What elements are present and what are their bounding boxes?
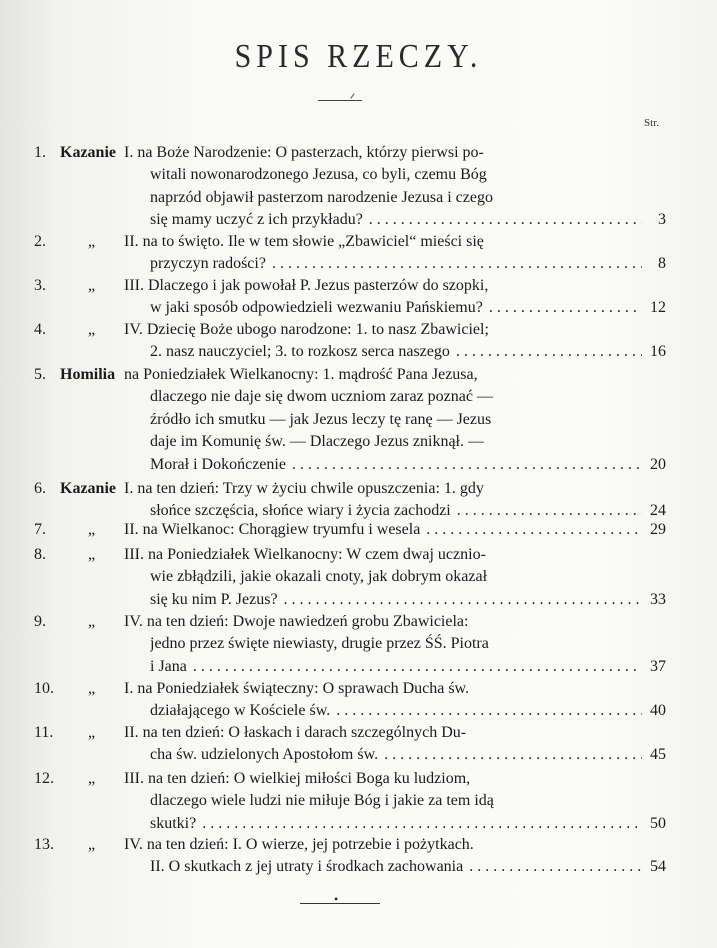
dot-leader (384, 744, 642, 766)
entry-continuation-line (150, 209, 642, 231)
entry-kind: Kazanie (60, 480, 116, 497)
page-number: 37 (650, 657, 666, 675)
dot-leader (193, 656, 642, 678)
page-number: 3 (658, 211, 666, 229)
entry-continuation-line (150, 341, 642, 363)
entry-first-line (124, 519, 642, 541)
entry-text: skutki? (150, 814, 197, 832)
page-number: 29 (650, 521, 666, 538)
page-number: 12 (650, 299, 666, 317)
entry-first-line: I. na Boże Narodzenie: O pasterzach, którzy pierwsi po- (124, 144, 484, 161)
dot-leader (456, 341, 642, 363)
page-number: 40 (650, 702, 666, 720)
entry-continuation-line: witali nowonarodzonego Jezusa, co byli, czemu Bóg (150, 166, 487, 184)
page-title: SPIS RZECZY. (234, 37, 483, 75)
entry-number: 7. (34, 521, 46, 538)
entry-first-line: II. na to święto. Ile w tem słowie „Zbawiciel“ mieści się (124, 233, 484, 250)
entry-text: II. O skutkach z jej utraty i środkach zachowania (150, 858, 464, 876)
entry-number: 11. (34, 724, 54, 741)
page-number: 24 (650, 502, 666, 520)
dot-leader (292, 454, 642, 476)
entry-text: przyczyn radości? (150, 255, 266, 273)
dot-leader (426, 519, 642, 541)
dot-leader (469, 856, 642, 878)
ditto-mark: „ (88, 724, 96, 741)
title-divider (318, 100, 362, 101)
page-number: 16 (650, 343, 666, 361)
entry-number: 10. (34, 680, 54, 697)
entry-continuation-line (150, 744, 642, 766)
entry-number: 6. (34, 480, 46, 497)
entry-text: w jaki sposób odpowiedzieli wezwaniu Pańskiemu? (150, 299, 483, 317)
entry-continuation-line: dlaczego nie daje się dwom uczniom zaraz poznać — (150, 388, 493, 406)
entry-kind: Homilia (60, 366, 116, 383)
page-number: 33 (650, 590, 666, 608)
entry-kind: Kazanie (60, 144, 116, 161)
entry-text: 2. nasz nauczyciel; 3. to rozkosz serca naszego (150, 343, 450, 361)
entry-continuation-line (150, 656, 642, 678)
page-column-label: Str. (644, 117, 659, 129)
entry-text: słońce szczęścia, słońce wiary i życia zachodzi (150, 502, 451, 520)
ditto-mark: „ (88, 521, 96, 538)
entry-continuation-line: naprzód objawił pasterzom narodzenie Jezusa i czego (150, 188, 493, 206)
entry-continuation-line (150, 589, 642, 611)
entry-first-line: I. na ten dzień: Trzy w życiu chwile opuszczenia: 1. gdy (124, 480, 484, 497)
entry-continuation-line: daje im Komunię św. — Dlaczego Jezus zniknął. — (150, 433, 484, 451)
entry-number: 13. (34, 836, 54, 853)
entry-continuation-line (150, 856, 642, 878)
entry-first-line: III. na Poniedziałek Wielkanocny: W czem dwaj ucznio- (124, 546, 486, 563)
dot-leader (202, 813, 642, 835)
dot-leader (284, 589, 642, 611)
entry-first-line: III. Dlaczego i jak powołał P. Jezus pasterzów do szopki, (124, 277, 489, 294)
dot-leader (336, 700, 642, 722)
entry-number: 8. (34, 546, 46, 563)
entry-continuation-line (150, 700, 642, 722)
page-number: 20 (650, 455, 666, 473)
entry-number: 3. (34, 277, 46, 294)
entry-continuation-line: źródło ich smutku — jak Jezus leczy tę ranę — Jezus (150, 410, 492, 428)
page-number: 45 (650, 746, 666, 764)
entry-continuation-line (150, 297, 642, 319)
entry-first-line: IV. Dziecię Boże ubogo narodzone: 1. to nasz Zbawiciel; (124, 321, 489, 338)
entry-first-line: IV. na ten dzień: I. O wierze, jej potrzebie i pożytkach. (124, 836, 474, 853)
entry-first-line: na Poniedziałek Wielkanocny: 1. mądrość Pana Jezusa, (124, 366, 478, 383)
ditto-mark: „ (88, 546, 96, 563)
page-number: 8 (658, 255, 666, 273)
dot-leader (272, 253, 642, 275)
entry-text: się mamy uczyć z ich przykładu? (150, 211, 363, 229)
ditto-mark: „ (88, 321, 96, 338)
entry-continuation-line (150, 454, 642, 476)
dot-leader (489, 297, 642, 319)
entry-text: się ku nim P. Jezus? (150, 590, 278, 608)
entry-text: działającego w Kościele św. (150, 702, 331, 720)
entry-number: 1. (34, 144, 46, 161)
entry-text: i Jana (150, 657, 187, 675)
entry-text: cha św. udzielonych Apostołom św. (150, 746, 379, 764)
entry-number: 5. (34, 366, 46, 383)
ditto-mark: „ (88, 770, 96, 787)
entry-first-line: IV. na ten dzień: Dwoje nawiedzeń grobu Zbawiciela: (124, 613, 469, 630)
entry-number: 12. (34, 770, 54, 787)
entry-first-line: III. na ten dzień: O wielkiej miłości Boga ku ludziom, (124, 770, 471, 787)
ditto-mark: „ (88, 836, 96, 853)
entry-number: 4. (34, 321, 46, 338)
page-number: 50 (650, 814, 666, 832)
entry-first-line: II. na ten dzień: O łaskach i darach szczególnych Du- (124, 724, 467, 741)
ditto-mark: „ (88, 613, 96, 630)
entry-continuation-line (150, 253, 642, 275)
entry-continuation-line: dlaczego wiele ludzi nie miłuje Bóg i jakie za tem idą (150, 792, 494, 810)
entry-continuation-line: jedno przez święte niewiasty, drugie przez ŚŚ. Piotra (150, 635, 489, 653)
dot-leader (369, 209, 642, 231)
entry-number: 9. (34, 613, 46, 630)
entry-first-line: I. na Poniedziałek świąteczny: O sprawach Ducha św. (124, 680, 470, 697)
ditto-mark: „ (88, 233, 96, 250)
entry-text: II. na Wielkanoc: Chorągiew tryumfu i wesela (124, 521, 421, 538)
ditto-mark: „ (88, 680, 96, 697)
bottom-divider (300, 903, 380, 904)
ditto-mark: „ (88, 277, 96, 294)
entry-number: 2. (34, 233, 46, 250)
entry-text: Morał i Dokończenie (150, 455, 286, 473)
page-number: 54 (650, 858, 666, 876)
entry-continuation-line (150, 813, 642, 835)
entry-continuation-line: wie zbłądzili, jakie okazali cnoty, jak dobrym okazał (150, 568, 488, 586)
